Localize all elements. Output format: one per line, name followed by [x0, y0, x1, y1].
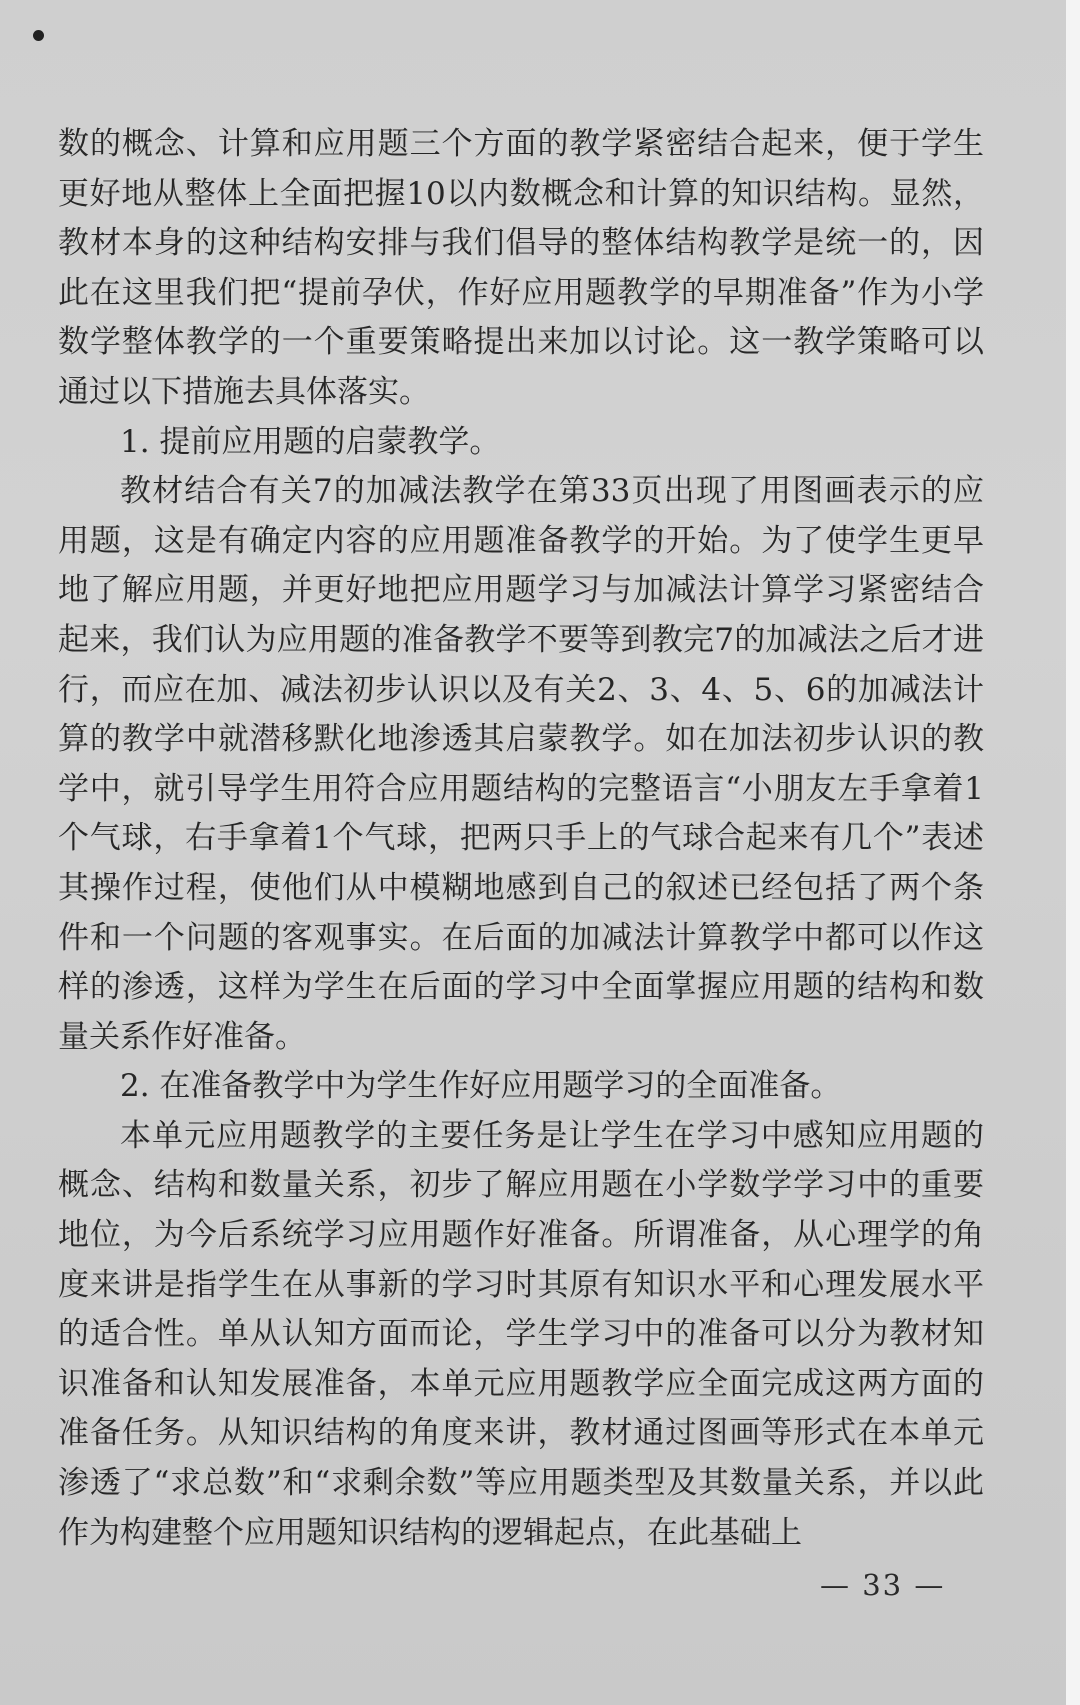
ink-dot	[33, 30, 44, 41]
page-number: — 33 —	[820, 1568, 946, 1602]
section-heading-1: 1. 提前应用题的启蒙教学。	[120, 423, 501, 460]
body-text	[58, 120, 984, 1558]
paragraph: 本单元应用题教学的主要任务是让学生在学习中感知应用题的概念、结构和数量关系，初步了解应用题在小学数学学习中的重要地位，为今后系统学习应用题作好准备。所谓准备，从心理学的角度来讲是指学生在从事新的学习时其原有知识水平和心理发展水平的适合性。单从认知方面而论，学生学习中的准备可以分为教材知识准备和认知发展准备，本单元应用题教学应全面完成这两方面的准备任务。从知识结构的角度来讲，教材通过图画等形式在本单元渗透了“求总数”和“求剩余数”等应用题类型及其数量关系，并以此作为构建整个应用题知识结构的逻辑起点，在此基础上	[58, 1117, 984, 1551]
paragraph-continued: 数的概念、计算和应用题三个方面的教学紧密结合起来，便于学生更好地从整体上全面把握10以内数概念和计算的知识结构。显然，教材本身的这种结构安排与我们倡导的整体结构教学是统一的，因此在这里我们把“提前孕伏，作好应用题教学的早期准备”作为小学数学整体教学的一个重要策略提出来加以讨论。这一教学策略可以通过以下措施去具体落实。	[58, 126, 984, 410]
paragraph: 教材结合有关7的加减法教学在第33页出现了用图画表示的应用题，这是有确定内容的应用题准备教学的开始。为了使学生更早地了解应用题，并更好地把应用题学习与加减法计算学习紧密结合起来，我们认为应用题的准备教学不要等到教完7的加减法之后才进行，而应在加、减法初步认识以及有关2、3、4、5、6的加减法计算的教学中就潜移默化地渗透其启蒙教学。如在加法初步认识的教学中，就引导学生用符合应用题结构的完整语言“小朋友左手拿着1个气球，右手拿着1个气球，把两只手上的气球合起来有几个”表述其操作过程，使他们从中模糊地感到自己的叙述已经包括了两个条件和一个问题的客观事实。在后面的加减法计算教学中都可以作这样的渗透，这样为学生在后面的学习中全面掌握应用题的结构和数量关系作好准备。	[58, 473, 984, 1055]
page-edge	[1066, 0, 1080, 1705]
section-heading-2: 2. 在准备教学中为学生作好应用题学习的全面准备。	[120, 1068, 842, 1105]
